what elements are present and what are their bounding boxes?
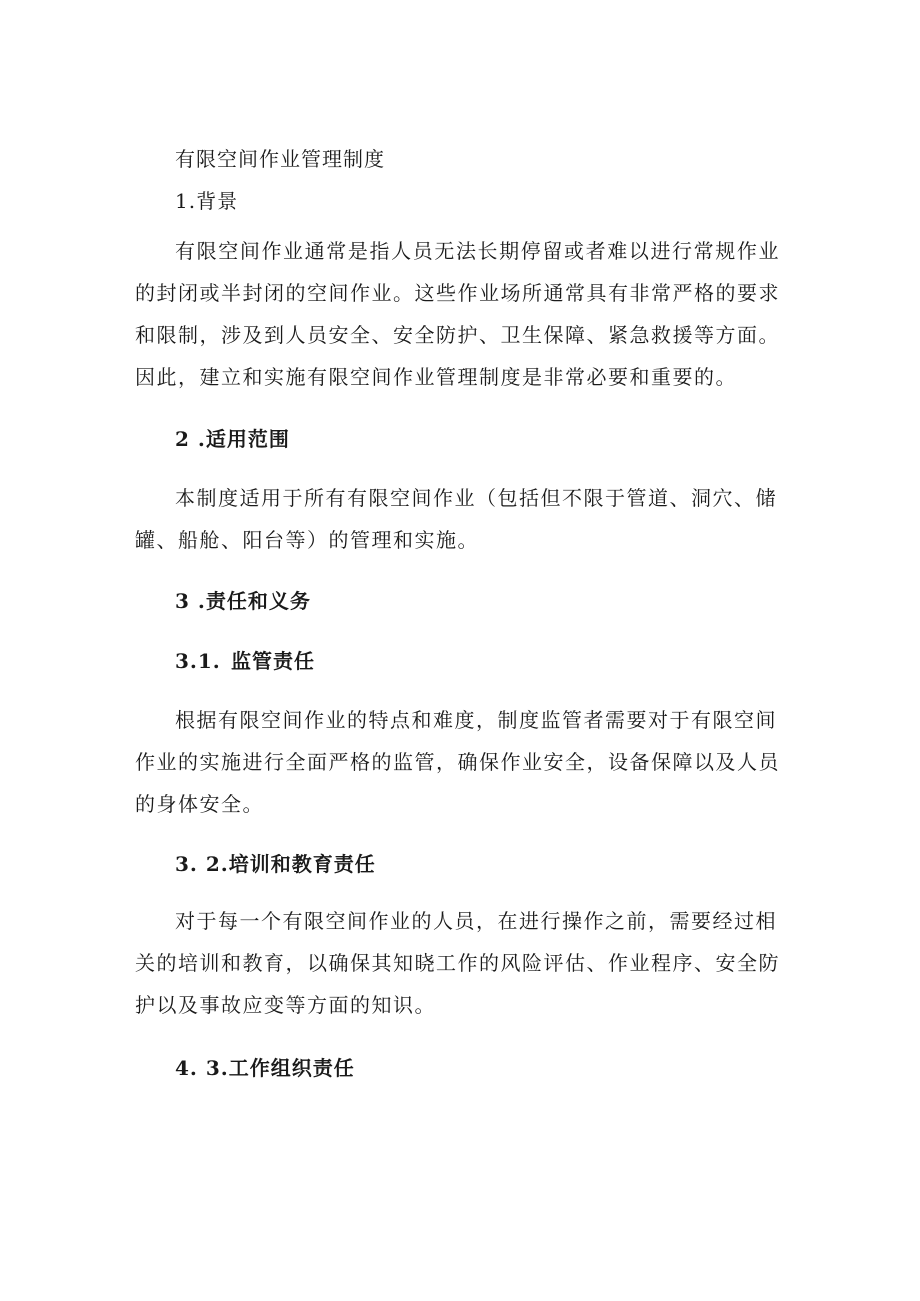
section-3-heading: 3 .责任和义务: [175, 589, 311, 613]
section-3-3-heading: 4. 3.工作组织责任: [175, 1056, 355, 1080]
document-title: 有限空间作业管理制度: [175, 147, 385, 171]
section-3-1-paragraph: 根据有限空间作业的特点和难度，制度监管者需要对于有限空间作业的实施进行全面严格的监管，确保作业安全，设备保障以及人员的身体安全。: [135, 708, 780, 816]
section-1-paragraph: 有限空间作业通常是指人员无法长期停留或者难以进行常规作业的封闭或半封闭的空间作业。这些作业场所通常具有非常严格的要求和限制，涉及到人员安全、安全防护、卫生保障、紧急救援等方面。因此，建立和实施有限空间作业管理制度是非常必要和重要的。: [135, 239, 780, 389]
section-2-heading: 2 .适用范围: [175, 427, 290, 451]
section-3-1-heading: [175, 640, 820, 682]
section-3-1-number: 3.1.: [175, 649, 221, 673]
section-1-heading: 1.背景: [175, 189, 239, 213]
section-3-1-label: 监管责任: [231, 649, 315, 673]
section-3-2-paragraph: 对于每一个有限空间作业的人员，在进行操作之前，需要经过相关的培训和教育，以确保其知晓工作的风险评估、作业程序、安全防护以及事故应变等方面的知识。: [135, 909, 780, 1017]
section-3-2-heading: 3. 2.培训和教育责任: [175, 852, 376, 876]
section-2-paragraph: 本制度适用于所有有限空间作业（包括但不限于管道、洞穴、储罐、船舱、阳台等）的管理和实施。: [135, 486, 777, 552]
